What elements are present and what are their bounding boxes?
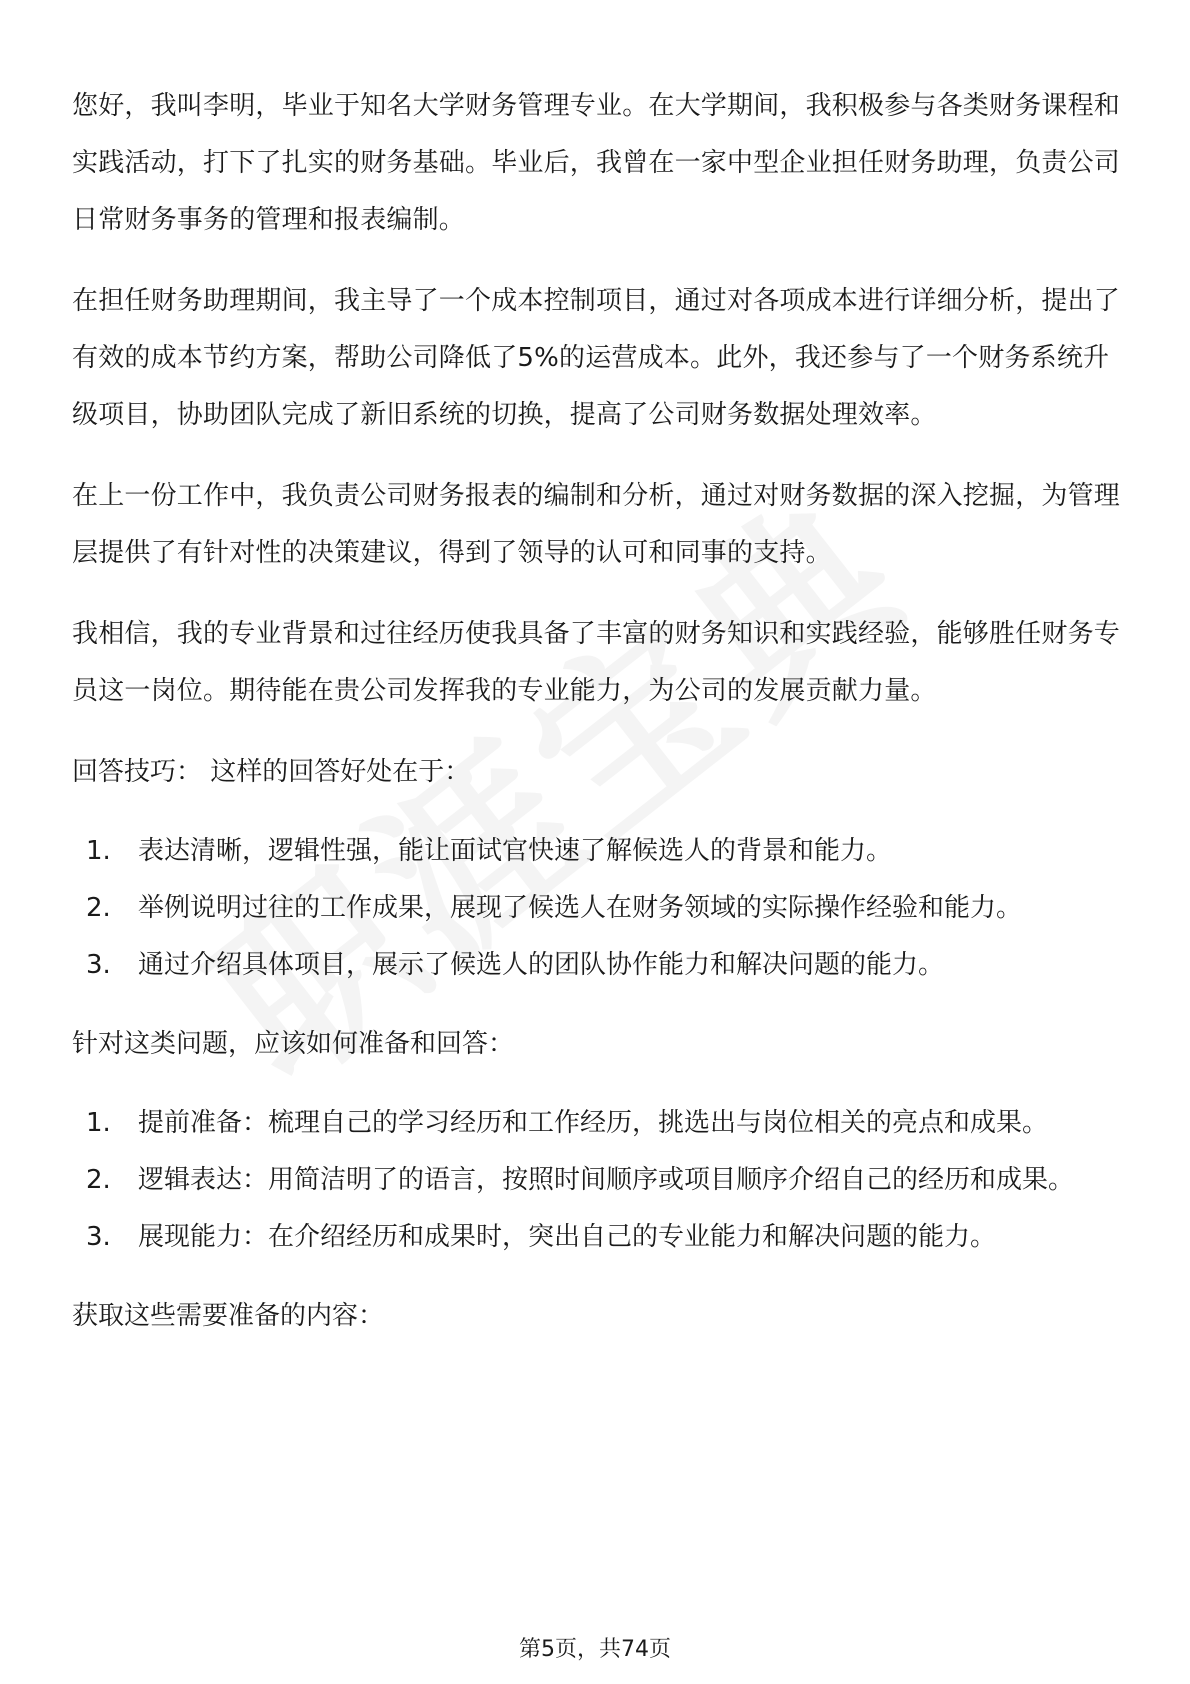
paragraph-conclusion: 我相信，我的专业背景和过往经历使我具备了丰富的财务知识和实践经验，能够胜任财务专员这一岗位。期待能在贵公司发挥我的专业能力，为公司的发展贡献力量。: [72, 619, 1121, 706]
paragraph-last-job: 在上一份工作中，我负责公司财务报表的编制和分析，通过对财务数据的深入挖掘，为管理层提供了有针对性的决策建议，得到了领导的认可和同事的支持。: [72, 481, 1121, 568]
list-number: 2.: [86, 893, 111, 923]
list-text: 举例说明过往的工作成果，展现了候选人在财务领域的实际操作经验和能力。: [138, 893, 1023, 923]
list-text: 通过介绍具体项目，展示了候选人的团队协作能力和解决问题的能力。: [138, 950, 945, 980]
list-number: 2.: [86, 1165, 111, 1195]
page-number: 第5页，共74页: [519, 1637, 671, 1662]
list-item: [86, 880, 1122, 937]
tips-heading: 回答技巧： 这样的回答好处在于：: [72, 757, 471, 787]
document-body: [72, 78, 1122, 1367]
prep-list: [72, 1095, 1122, 1266]
paragraph-intro: 您好，我叫李明，毕业于知名大学财务管理专业。在大学期间，我积极参与各类财务课程和实践活动，打下了扎实的财务基础。毕业后，我曾在一家中型企业担任财务助理，负责公司日常财务事务的管理和报表编制。: [72, 91, 1121, 235]
list-number: 3.: [86, 950, 111, 980]
prep-heading: 针对这类问题，应该如何准备和回答：: [72, 1029, 515, 1059]
list-item: [86, 937, 1122, 994]
list-number: 1.: [86, 836, 111, 866]
list-item: [86, 1095, 1122, 1152]
list-text: 表达清晰，逻辑性强，能让面试官快速了解候选人的背景和能力。: [138, 836, 893, 866]
list-text: 展现能力：在介绍经历和成果时，突出自己的专业能力和解决问题的能力。: [138, 1222, 997, 1252]
list-item: [86, 1209, 1122, 1266]
tips-list: [72, 823, 1122, 994]
list-number: 3.: [86, 1222, 111, 1252]
final-heading: 获取这些需要准备的内容：: [72, 1301, 385, 1331]
list-item: [86, 1152, 1122, 1209]
list-text: 提前准备：梳理自己的学习经历和工作经历，挑选出与岗位相关的亮点和成果。: [138, 1108, 1049, 1138]
list-number: 1.: [86, 1108, 111, 1138]
paragraph-projects: 在担任财务助理期间，我主导了一个成本控制项目，通过对各项成本进行详细分析，提出了有效的成本节约方案，帮助公司降低了5%的运营成本。此外，我还参与了一个财务系统升级项目，协助团队完成了新旧系统的切换，提高了公司财务数据处理效率。: [72, 286, 1121, 430]
list-item: [86, 823, 1122, 880]
list-text: 逻辑表达：用简洁明了的语言，按照时间顺序或项目顺序介绍自己的经历和成果。: [138, 1165, 1075, 1195]
